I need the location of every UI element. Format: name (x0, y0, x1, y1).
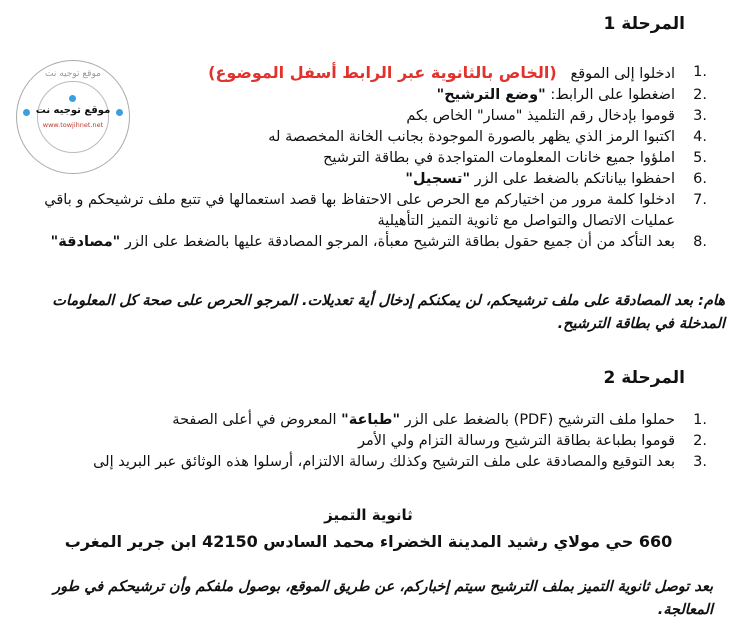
list-item: 1. ادخلوا إلى الموقع (الخاص بالثانوية عبر الرابط أسفل الموضوع) (208, 63, 707, 82)
list-item: 2. قوموا بطباعة بطاقة الترشيح ورسالة التزام ولي الأمر (357, 433, 707, 449)
list-item: 1. حملوا ملف الترشيح (PDF) بالضغط على الزر "طباعة" المعروض في أعلى الصفحة (172, 412, 707, 428)
school-address: 660 حي مولاي رشيد المدينة الخضراء محمد السادس 42150 ابن جرير المغرب (64, 532, 673, 551)
list-item: 8. بعد التأكد من أن جميع حقول بطاقة الترشيح معبأة، المرجو المصادقة عليها بالضغط على الزر "مصادقة" (50, 234, 707, 250)
watermark-arc-text: موقع توجيه نت (45, 69, 101, 79)
stage1-heading: المرحلة 1 (603, 14, 685, 34)
list-item: 3. بعد التوقيع والمصادقة على ملف الترشيح وكذلك رسالة الالتزام، أرسلوا هذه الوثائق عبر البريد إلى (93, 454, 707, 470)
watermark-url: www.towjihnet.net (42, 121, 104, 129)
list-item: 7. ادخلوا كلمة مرور من اختياركم مع الحرص على الاحتفاظ بها قصد استعمالها في تتبع ملف ترشيحكم و باقي عمليات الاتصال والتواصل مع ثانوية التميز التأهيلية (44, 192, 707, 229)
school-name: ثانوية التميز (324, 506, 413, 524)
stage2-list (27, 410, 707, 473)
highlight-text: (الخاص بالثانوية عبر الرابط أسفل الموضوع) (208, 63, 557, 82)
list-item: 6. احفظوا بياناتكم بالضغط على الزر "تسجيل" (405, 171, 707, 187)
watermark-title: موقع توجيه نت (35, 105, 111, 116)
list-item: 3. قوموا بإدخال رقم التلميذ "مسار" الخاص بكم (406, 108, 707, 124)
stage2-heading: المرحلة 2 (603, 368, 685, 388)
list-item: 4. اكتبوا الرمز الذي يظهر بالصورة الموجودة بجانب الخانة المخصصة له (268, 129, 707, 145)
important-note: هام: بعد المصادقة على ملف ترشيحكم، لن يمكنكم إدخال أية تعديلات. المرجو الحرص على صحة كل المعلومات المدخلة في بطاقة الترشيح. (52, 293, 725, 332)
list-item: 5. املؤوا جميع خانات المعلومات المتواجدة في بطاقة الترشيح (323, 150, 707, 166)
closing-note: بعد توصل ثانوية التميز بملف الترشيح سيتم إخباركم، عن طريق الموقع، بوصول ملفكم وأن ترشيحكم في طور المعالجة. (53, 579, 713, 618)
stage1-list (17, 62, 707, 253)
list-item: 2. اضغطوا على الرابط: "وضع الترشيح" (436, 87, 707, 103)
